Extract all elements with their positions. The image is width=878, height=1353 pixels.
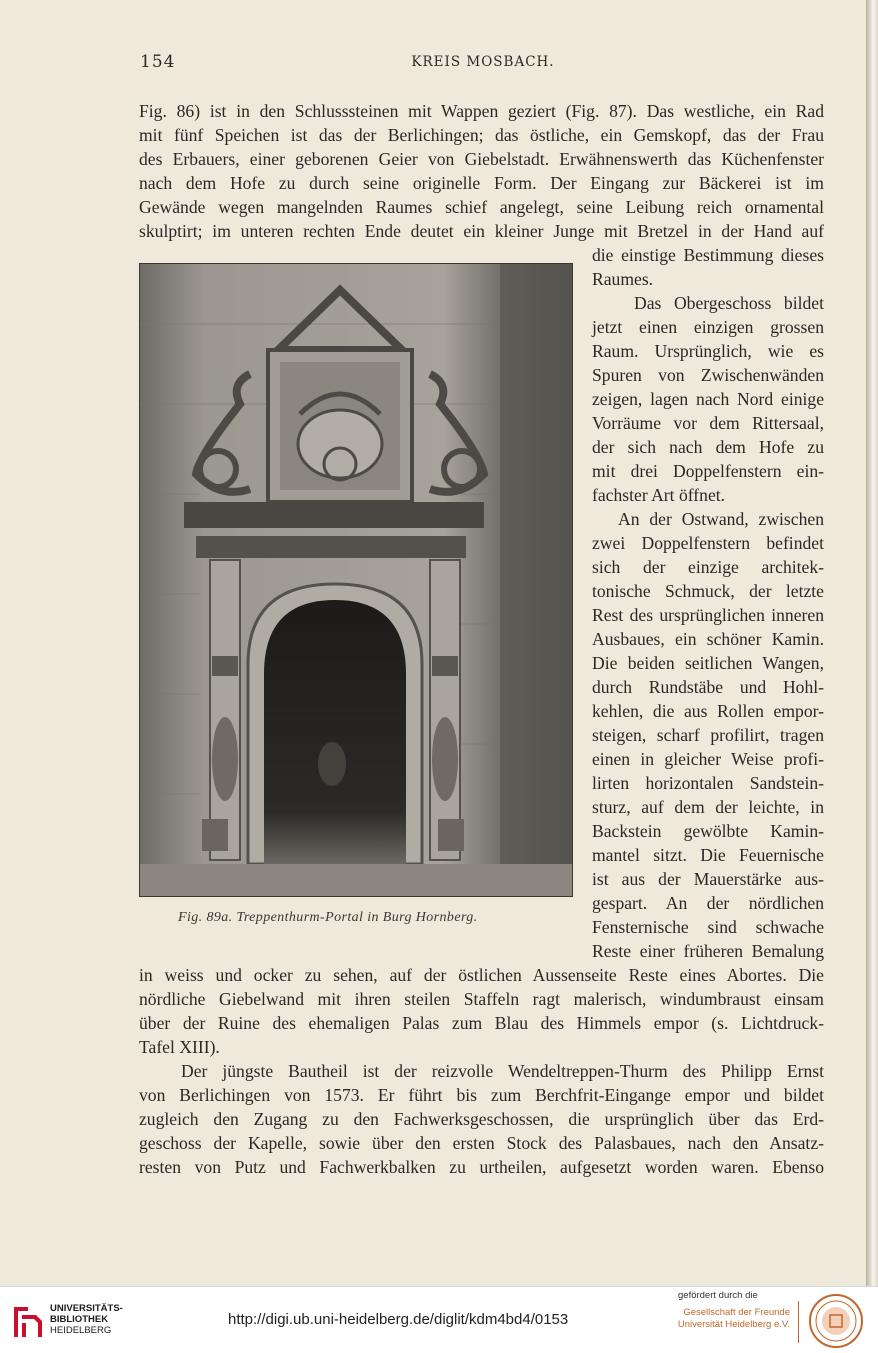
text-line: Rest des ursprünglichen inneren [592, 605, 824, 625]
permalink-url[interactable]: http://digi.ub.uni-heidelberg.de/diglit/kdm4bd4/0153 [228, 1311, 569, 1328]
text-line: Reste einer früheren Bemalung [592, 941, 824, 961]
text-line: Der jüngste Bautheil ist der reizvolle Wendeltreppen-Thurm des Philipp Ernst [181, 1061, 824, 1081]
funded-by-label: gefördert durch die [678, 1290, 758, 1301]
text-line: Ausbaues, ein schöner Kamin. [592, 629, 824, 649]
text-line: jetzt einen einzigen grossen [592, 317, 824, 337]
text-line: durch Rundstäbe und Hohl- [592, 677, 824, 697]
running-head [140, 52, 826, 76]
text-line: geschoss der Kapelle, sowie über den ersten Stock des Palasbaues, nach den Ansatz- [139, 1133, 824, 1153]
figure-photo-portal [139, 263, 573, 897]
viewer-footer [0, 1286, 878, 1353]
figure-caption: Fig. 89a. Treppenthurm-Portal in Burg Hornberg. [178, 910, 478, 925]
text-line: lirten horizontalen Sandstein- [592, 773, 824, 793]
text-line: gespart. An der nördlichen [592, 893, 824, 913]
text-line: Die beiden seitlichen Wangen, [592, 653, 824, 673]
text-line: fachster Art öffnet. [592, 485, 726, 505]
text-line: mantel sitzt. Die Feuernische [592, 845, 824, 865]
text-line: in weiss und ocker zu sehen, auf der östlichen Aussenseite Reste eines Abortes. Die [139, 965, 824, 985]
text-line: Vorräume vor dem Rittersaal, [592, 413, 824, 433]
text-line: von Berlichingen von 1573. Er führt bis zum Berchfrit-Eingange empor und bildet [139, 1085, 824, 1105]
text-line: zwei Doppelfenstern befindet [592, 533, 824, 553]
text-line: des Erbauers, einer geborenen Geier von Giebelstadt. Erwähnenswerth das Küchenfenster [139, 149, 824, 169]
text-line: sich der einzige architek- [592, 557, 824, 577]
text-line: Raum. Ursprünglich, wie es [592, 341, 824, 361]
university-library-logo-icon[interactable] [12, 1301, 44, 1341]
text-line: Fig. 86) ist in den Schlusssteinen mit Wappen geziert (Fig. 87). Das westliche, ein Rad [139, 101, 824, 121]
sponsor-name[interactable] [674, 1307, 790, 1331]
text-line: Fensternische sind schwache [592, 917, 824, 937]
text-line: Backstein gewölbte Kamin- [592, 821, 824, 841]
library-name[interactable] [50, 1303, 123, 1336]
text-line: resten von Putz und Fachwerkbalken zu urtheilen, aufgesetzt worden waren. Ebenso [139, 1157, 824, 1177]
text-line: mit drei Doppelfenstern ein- [592, 461, 824, 481]
running-title: KREIS MOSBACH. [411, 54, 555, 70]
sponsor-name-line: Universität Heidelberg e.V. [677, 1319, 790, 1330]
text-line: mit fünf Speichen ist das der Berlichingen; das östliche, ein Gemskopf, das der Frau [139, 125, 824, 145]
text-line: An der Ostwand, zwischen [618, 509, 824, 529]
text-line: ist aus der Mauerstärke aus- [592, 869, 824, 889]
text-line: kehlen, die aus Rollen empor- [592, 701, 824, 721]
library-name-line: BIBLIOTHEK [50, 1314, 109, 1325]
text-line: einen in gleicher Weise profi- [592, 749, 824, 769]
text-line: Raumes. [592, 269, 654, 289]
text-line: nördliche Giebelwand mit ihren steilen Staffeln ragt malerisch, windumbraust einsam [139, 989, 824, 1009]
text-line: Tafel XIII). [139, 1037, 220, 1057]
text-line: der sich nach dem Hofe zu [592, 437, 824, 457]
text-line: Das Obergeschoss bildet [634, 293, 824, 313]
library-name-line: HEIDELBERG [50, 1325, 112, 1336]
text-line: tonische Schmuck, der letzte [592, 581, 824, 601]
text-line: zeigen, lagen nach Nord einige [592, 389, 824, 409]
text-line: skulptirt; im unteren rechten Ende deutet ein kleiner Junge mit Bretzel in der Hand auf [139, 221, 824, 241]
text-line: Gewände wegen mangelnden Raumes schief angelegt, seine Leibung reich ornamental [139, 197, 824, 217]
text-line: Spuren von Zwischenwänden [592, 365, 824, 385]
text-line: die einstige Bestimmung dieses [592, 245, 824, 265]
page-edge [866, 0, 878, 1286]
sponsor-name-line: Gesellschaft der Freunde [683, 1307, 790, 1318]
footer-divider [798, 1301, 799, 1343]
page-number: 154 [140, 52, 176, 72]
library-name-line: UNIVERSITÄTS- [50, 1303, 123, 1314]
text-line: über der Ruine des ehemaligen Palas zum Blau des Himmels empor (s. Lichtdruck- [139, 1013, 824, 1033]
text-line: steigen, scharf profilirt, tragen [592, 725, 824, 745]
text-line: sturz, auf dem der leichte, in [592, 797, 824, 817]
text-line: zugleich den Zugang zu den Fachwerksgeschossen, die ursprünglich über das Erd- [139, 1109, 824, 1129]
text-line: nach dem Hofe zu durch seine originelle Form. Der Eingang zur Bäckerei ist im [139, 173, 824, 193]
portal-illustration [140, 264, 573, 897]
university-seal-icon [808, 1293, 864, 1349]
